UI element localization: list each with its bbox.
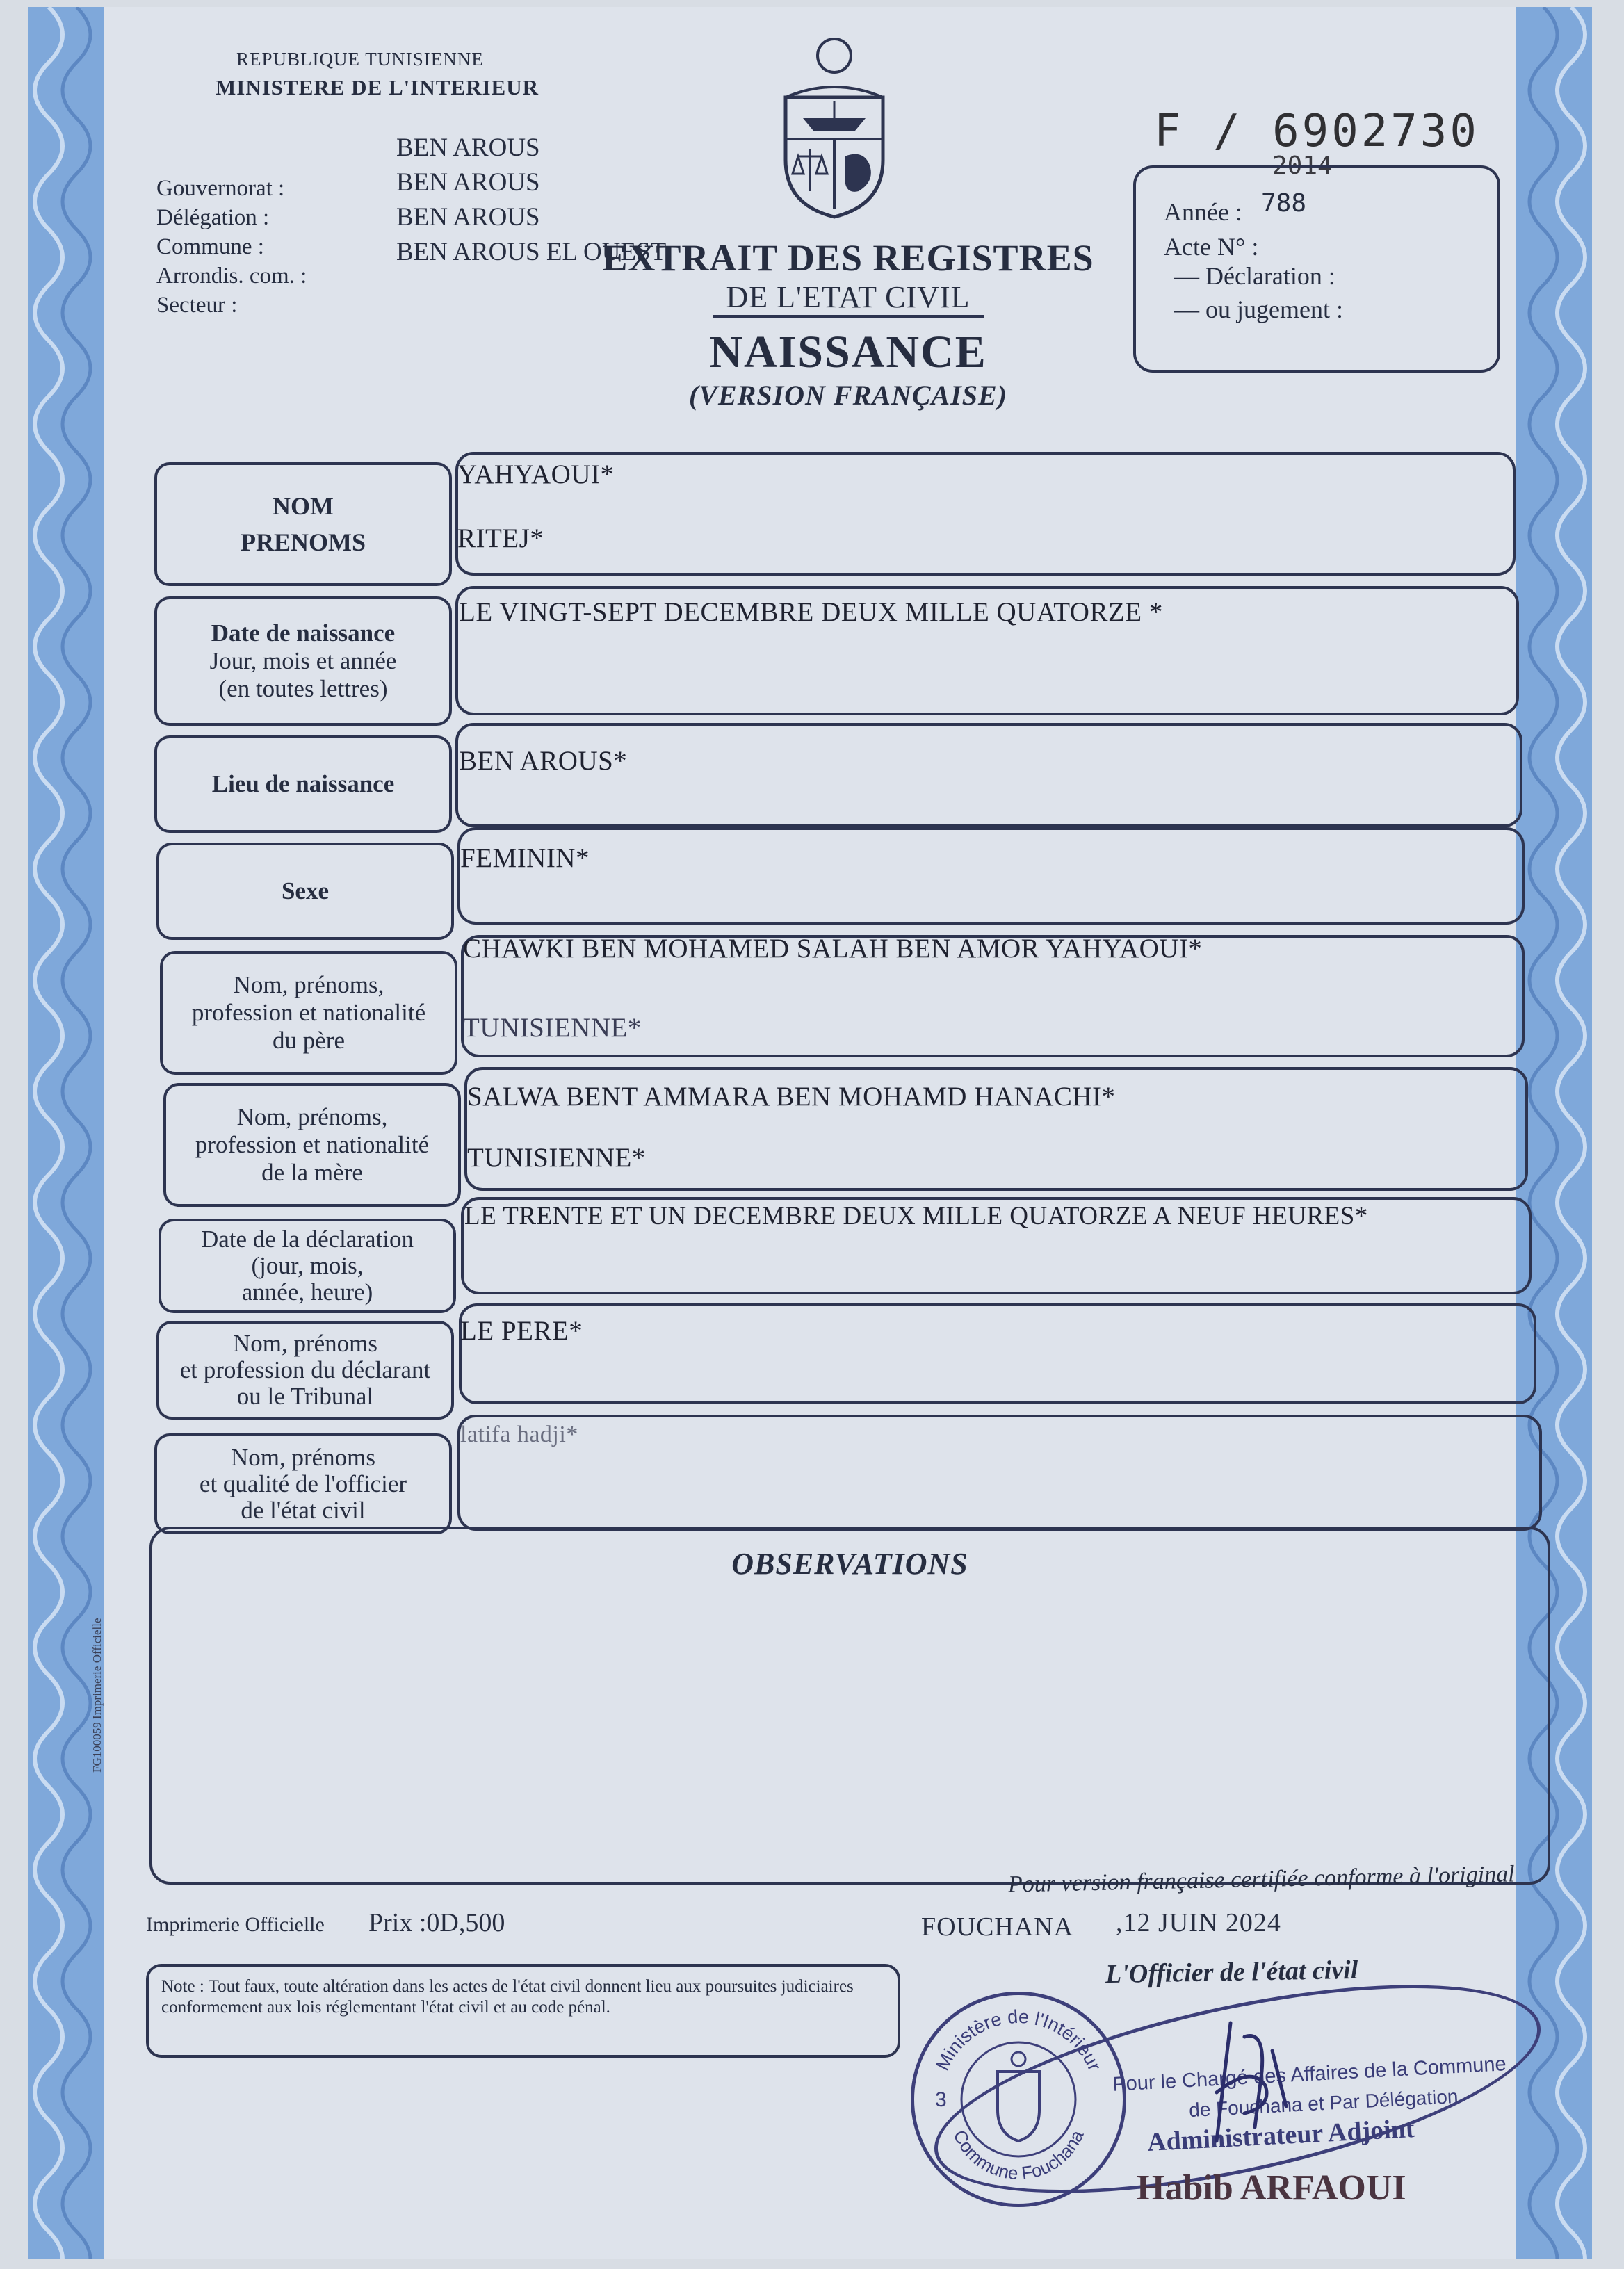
gouvernorat-value: BEN AROUS <box>396 168 540 197</box>
date-naissance-value: LE VINGT-SEPT DECEMBRE DEUX MILLE QUATORZE * <box>459 597 1163 627</box>
handwritten-signature <box>1189 2009 1356 2148</box>
lieu-label-box <box>154 735 452 833</box>
registry-box <box>1133 165 1500 373</box>
coat-of-arms-icon <box>772 35 897 222</box>
stamp-round-bottom: Commune Fouchana <box>949 2126 1088 2184</box>
sexe-label: Sexe <box>281 877 330 904</box>
pere-label-2: profession et nationalité <box>191 999 426 1026</box>
date-naissance-label-box <box>154 596 452 726</box>
declaration-type-label: — Déclaration : <box>1174 262 1335 290</box>
stamp-line-3: Administrateur Adjoint <box>1146 2113 1415 2158</box>
officier-label-3: de l'état civil <box>241 1496 366 1524</box>
declarant-label-box <box>156 1321 454 1420</box>
document-title <box>591 236 1105 412</box>
legal-note-text: Note : Tout faux, toute altération dans les actes de l'état civil donnent lieu aux poursuites judiciaires conformement aux lois réglementant l'état civil et au code pénal. <box>161 1977 854 2017</box>
delegation-value: BEN AROUS <box>396 203 540 231</box>
declaration-label-1: Date de la déclaration <box>200 1226 414 1253</box>
declarant-value-box <box>459 1303 1536 1404</box>
gouvernorat-label: Gouvernorat : <box>156 176 285 201</box>
arrondissement-label: Arrondis. com. : <box>156 263 307 288</box>
pere-name-value: CHAWKI BEN MOHAMED SALAH BEN AMOR YAHYAOUI* <box>463 934 1203 963</box>
secteur-label: Secteur : <box>156 293 238 318</box>
serial-number: F / 6902730 <box>1154 106 1479 157</box>
prenoms-label: PRENOMS <box>241 528 366 556</box>
nom-value: YAHYAOUI* <box>457 460 615 489</box>
declarant-label-2: et profession du déclarant <box>179 1356 431 1383</box>
declaration-value: LE TRENTE ET UN DECEMBRE DEUX MILLE QUATORZE A NEUF HEURES* <box>464 1202 1368 1230</box>
prix-label: Prix :0D,500 <box>368 1908 505 1937</box>
officier-label-1: Nom, prénoms <box>230 1443 376 1471</box>
sexe-value: FEMININ* <box>460 843 590 873</box>
declaration-label-3: année, heure) <box>241 1278 373 1306</box>
stamp-round-number: 3 <box>935 2088 947 2111</box>
left-guilloche-border <box>28 7 104 2259</box>
nom-label: NOM <box>273 492 334 520</box>
ministry-heading: MINISTERE DE L'INTERIEUR <box>216 75 539 99</box>
document-body <box>90 7 1516 2259</box>
mere-nationality-value: TUNISIENNE* <box>467 1143 646 1173</box>
admin-value-top: BEN AROUS <box>396 133 540 162</box>
mere-label-3: de la mère <box>261 1159 363 1186</box>
place-label: FOUCHANA <box>921 1912 1074 1942</box>
pere-label-1: Nom, prénoms, <box>233 971 384 998</box>
imprimerie-label: Imprimerie Officielle <box>146 1913 325 1936</box>
officier-label-box <box>154 1433 452 1534</box>
officer-title: L'Officier de l'état civil <box>1105 1955 1358 1990</box>
officier-value-box <box>457 1415 1542 1531</box>
declarant-label-1: Nom, prénoms <box>232 1330 378 1357</box>
title-version: (VERSION FRANÇAISE) <box>688 380 1008 411</box>
date-naissance-sublabel-2: (en toutes lettres) <box>218 675 388 702</box>
lieu-value: BEN AROUS* <box>459 746 628 776</box>
mere-name-value: SALWA BENT AMMARA BEN MOHAMD HANACHI* <box>467 1082 1116 1112</box>
officier-value: latifa hadji* <box>460 1422 578 1447</box>
title-naissance: NAISSANCE <box>709 327 987 377</box>
declarant-label-3: ou le Tribunal <box>236 1383 374 1410</box>
admin-labels <box>156 174 307 320</box>
declarant-value: LE PERE* <box>460 1316 583 1346</box>
acte-label: Acte N° : <box>1164 233 1259 261</box>
mere-label-1: Nom, prénoms, <box>236 1103 388 1130</box>
declaration-label-2: (jour, mois, <box>251 1252 364 1279</box>
certified-text: Pour version française certifiée conforme à l'original <box>1007 1861 1516 1898</box>
lieu-label: Lieu de naissance <box>211 770 395 797</box>
stamp-line-1: Pour le Chargé des Affaires de la Commune <box>1112 2053 1507 2096</box>
commune-value: BEN AROUS EL OUEST <box>396 238 667 266</box>
mere-label-2: profession et nationalité <box>195 1131 430 1158</box>
jugement-label: — ou jugement : <box>1174 295 1343 323</box>
sexe-label-box <box>156 843 454 940</box>
officier-label-2: et qualité de l'officier <box>199 1470 407 1497</box>
sexe-value-box <box>457 827 1525 925</box>
declaration-label-box <box>159 1219 456 1313</box>
commune-label: Commune : <box>156 234 264 259</box>
title-etat-civil: DE L'ETAT CIVIL <box>713 279 984 318</box>
date-label: ,12 JUIN 2024 <box>1116 1908 1281 1937</box>
mere-label-box <box>163 1083 461 1207</box>
stamp-line-2: de Fouchana et Par Délégation <box>1188 2085 1459 2122</box>
title-extrait: EXTRAIT DES REGISTRES <box>602 237 1094 279</box>
nom-prenoms-value-box <box>455 452 1516 576</box>
observations-box <box>149 1527 1550 1885</box>
pere-label-box <box>160 951 457 1075</box>
pere-nationality-value: TUNISIENNE* <box>463 1013 642 1043</box>
date-naissance-sublabel: Jour, mois et année <box>209 647 397 674</box>
document-paper <box>28 7 1592 2259</box>
observations-title: OBSERVATIONS <box>731 1547 968 1581</box>
legal-note <box>146 1964 900 2058</box>
prenoms-value: RITEJ* <box>457 523 544 553</box>
annee-label: Année : <box>1164 198 1242 226</box>
annee-value: 788 <box>1261 189 1307 218</box>
stamp-round-top: Ministère de l'Intérieur <box>932 2006 1105 2074</box>
side-print: FG100059 Imprimerie Officielle <box>90 1618 104 1773</box>
delegation-label: Délégation : <box>156 205 270 230</box>
stamp-officer-name: Habib ARFAOUI <box>1137 2168 1406 2208</box>
date-naissance-label: Date de naissance <box>211 619 396 646</box>
pere-label-3: du père <box>273 1027 345 1054</box>
nom-prenoms-label-box <box>154 462 452 586</box>
republic-heading: REPUBLIQUE TUNISIENNE <box>236 49 484 70</box>
year-stamp: 2014 <box>1272 152 1333 180</box>
